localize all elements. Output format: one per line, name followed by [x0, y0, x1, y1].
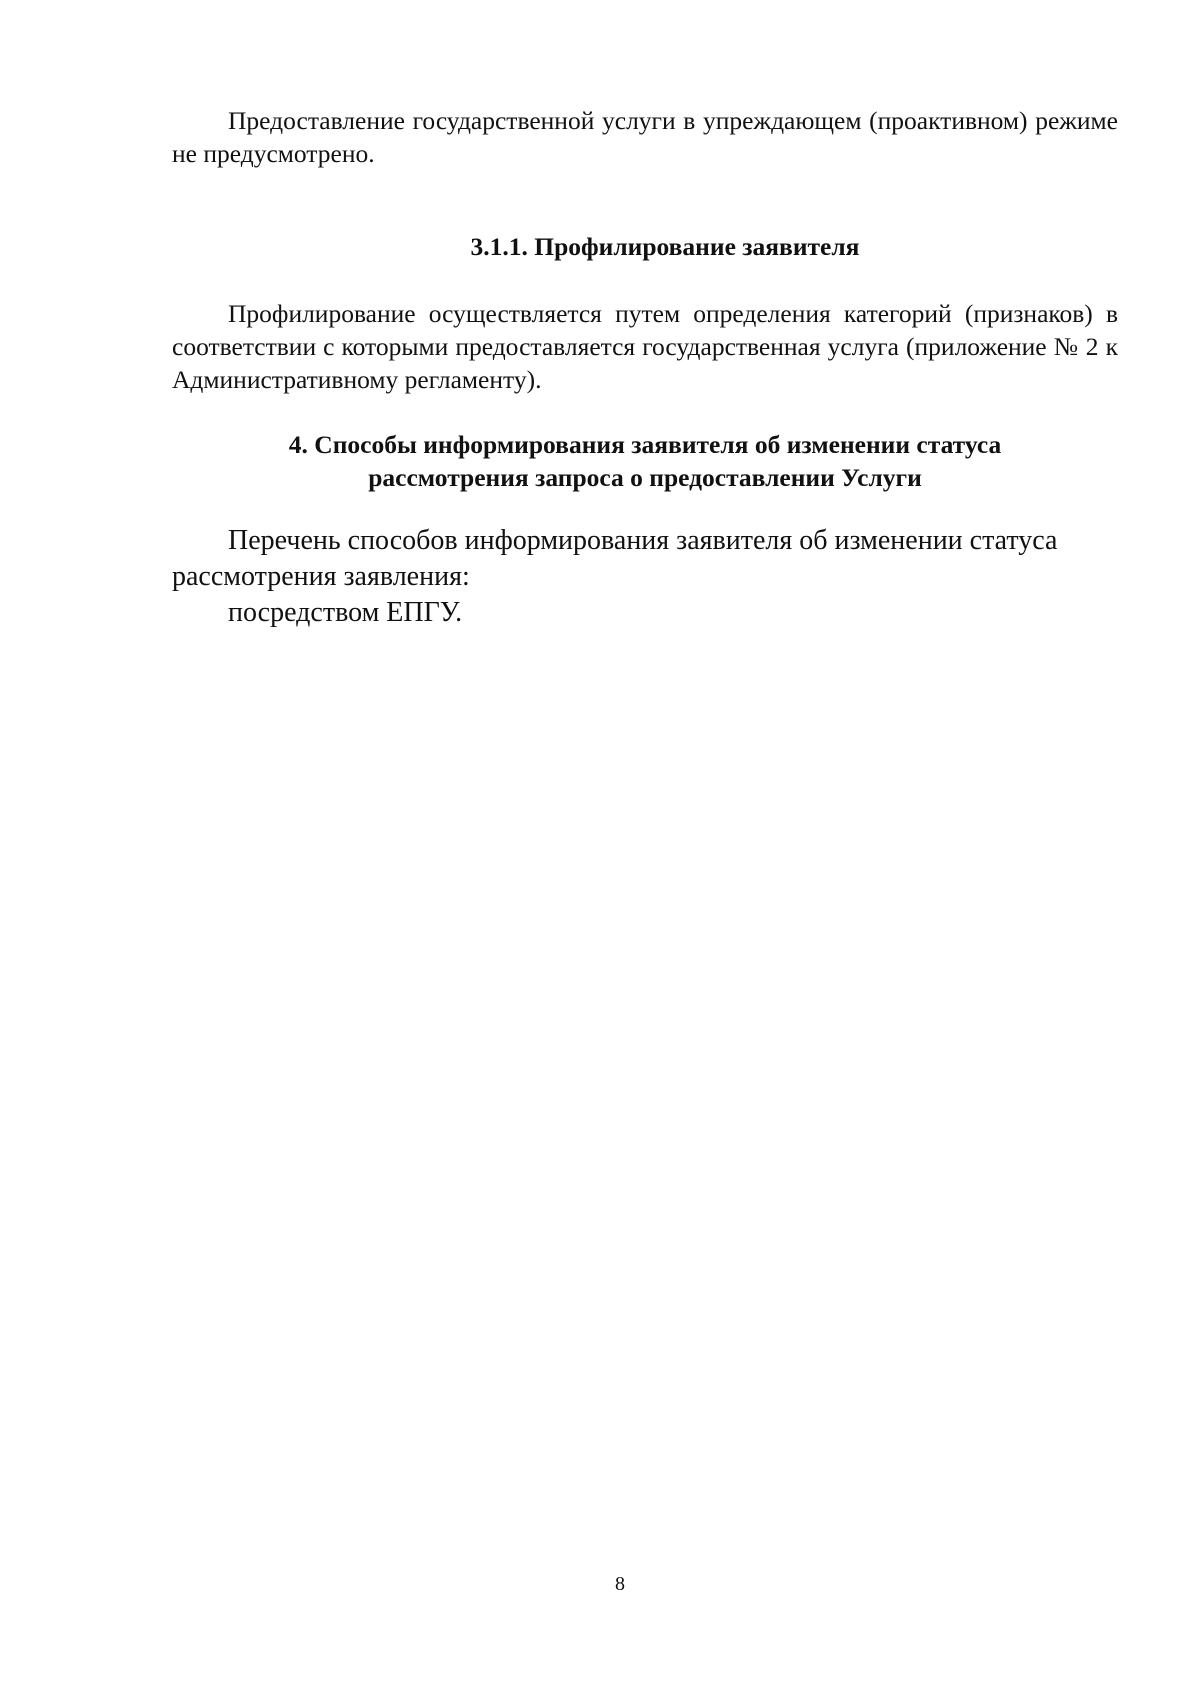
section-heading-4	[172, 428, 1118, 494]
notification-method-item: посредством ЕПГУ.	[228, 597, 463, 628]
section-heading-3-1-1: 3.1.1. Профилирование заявителя	[470, 232, 860, 261]
section-heading-4-line-2: рассмотрения запроса о предоставлении Услуги	[368, 463, 922, 492]
section-heading-4-line-1: 4. Способы информирования заявителя об изменении статуса	[288, 430, 1002, 459]
paragraph-notification-methods: Перечень способов информирования заявителя об изменении статуса рассмотрения заявления:	[172, 525, 1058, 592]
paragraph-profiling: Профилирование осуществляется путем определения категорий (признаков) в соответствии с которыми предоставляется государственная услуга (приложение № 2 к Административному регламенту).	[172, 299, 1118, 394]
paragraph-proactive-mode: Предоставление государственной услуги в упреждающем (проактивном) режиме не предусмотрено.	[172, 106, 1118, 168]
page-number: 8	[615, 1573, 625, 1595]
